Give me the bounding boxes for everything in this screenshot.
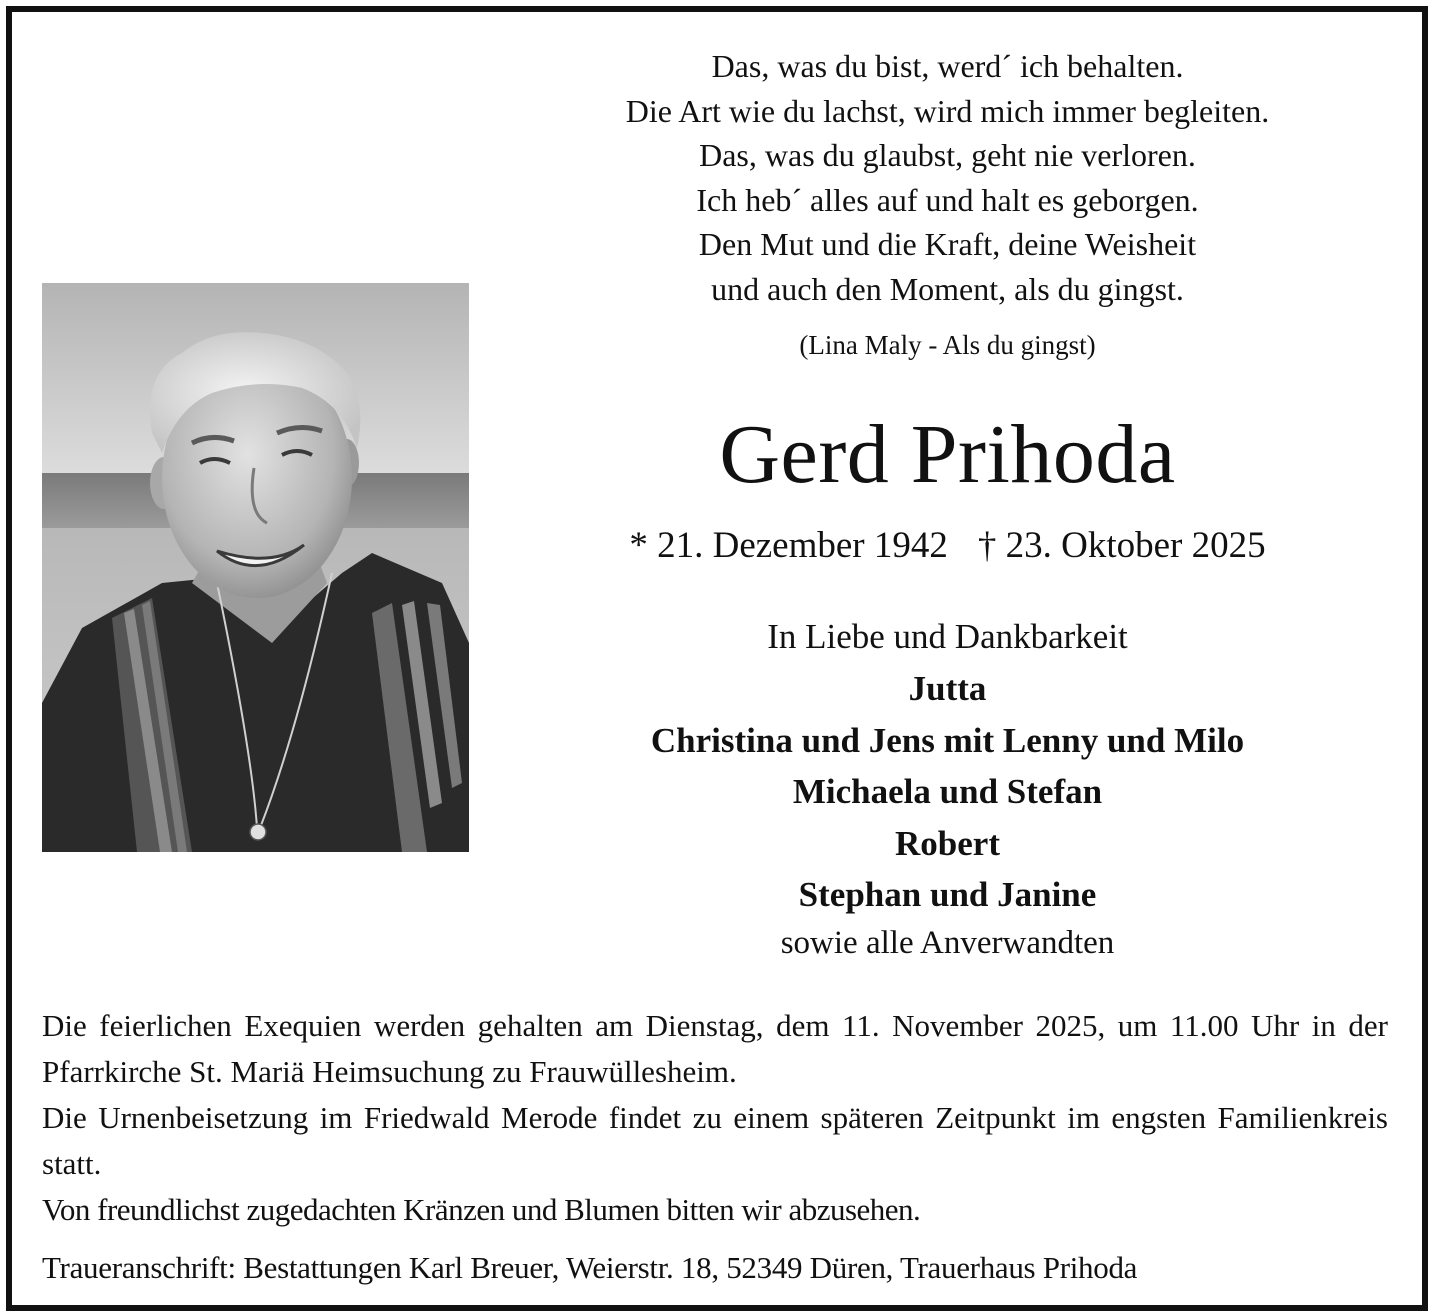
deceased-name: Gerd Prihoda [719, 408, 1176, 501]
funeral-notice [42, 1003, 1388, 1233]
life-dates [480, 522, 1415, 570]
poem-line: Das, was du glaubst, geht nie verloren. [699, 137, 1196, 173]
mourner-name: Christina und Jens mit Lenny und Milo [650, 720, 1245, 760]
poem-line: Das, was du bist, werd´ ich behalten. [711, 48, 1184, 84]
service-info: Die feierlichen Exequien werden gehalten am Dienstag, dem 11. November 2025, um 11.00 Uhr in der Pfarrkirche St. Mariä Heimsuchung zu Frauwüllesheim. [42, 1008, 1388, 1089]
portrait-photo [42, 283, 469, 852]
poem-line: Den Mut und die Kraft, deine Weisheit [698, 226, 1197, 262]
poem-attribution: (Lina Maly - Als du gingst) [799, 330, 1096, 360]
mourner-name: Jutta [908, 669, 987, 708]
mourner-name: Robert [895, 823, 1000, 863]
birth-date: * 21. Dezember 1942 [629, 525, 948, 566]
burial-info: Die Urnenbeisetzung im Friedwald Merode findet zu einem späteren Zeitpunkt im engsten Familienkreis statt. [42, 1100, 1388, 1181]
mourner-name: Stephan und Janine [798, 875, 1097, 914]
mourning-address: Traueranschrift: Bestattungen Karl Breuer, Weierstr. 18, 52349 Düren, Trauerhaus Prihoda [42, 1250, 1138, 1285]
flowers-request: Von freundlichst zugedachten Kränzen und Blumen bitten wir abzusehen. [42, 1192, 921, 1227]
mourners-list [480, 663, 1415, 921]
mourner-name: Michaela und Stefan [792, 772, 1103, 811]
death-date: † 23. Oktober 2025 [977, 525, 1266, 566]
poem-line: und auch den Moment, als du gingst. [711, 270, 1184, 307]
mourners-intro: In Liebe und Dankbarkeit [767, 617, 1128, 656]
poem [480, 44, 1415, 311]
poem-line: Die Art wie du lachst, wird mich immer begleiten. [625, 92, 1270, 129]
poem-line: Ich heb´ alles auf und halt es geborgen. [696, 181, 1199, 218]
mourners-closing: sowie alle Anverwandten [780, 925, 1115, 961]
